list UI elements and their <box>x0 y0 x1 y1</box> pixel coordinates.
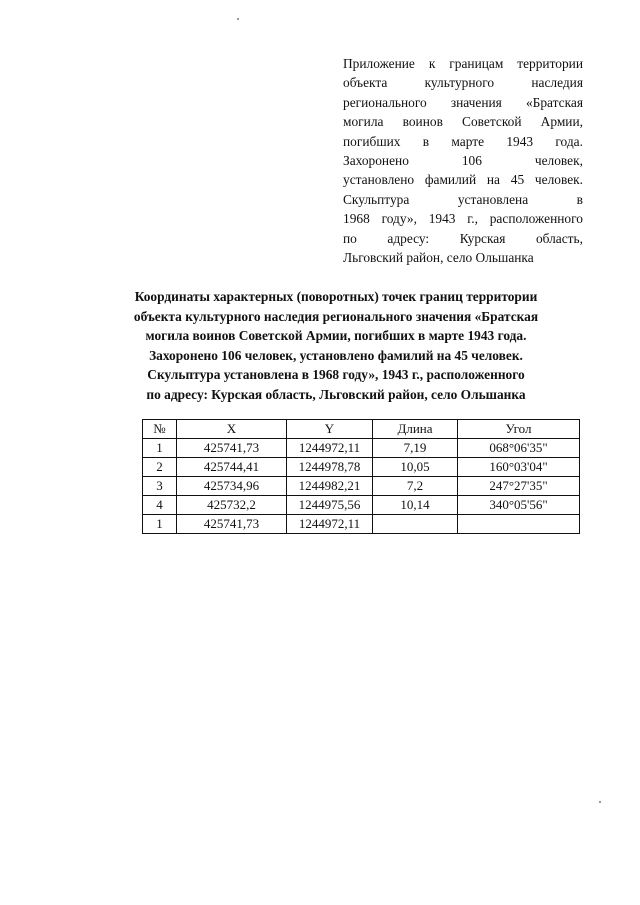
cell-x: 425741,73 <box>177 439 287 458</box>
annex-word: Приложение <box>343 56 415 71</box>
annex-word: культурного <box>424 75 495 91</box>
annex-word: человек, <box>534 153 583 169</box>
header-y: Y <box>287 420 373 439</box>
document-title <box>96 287 576 405</box>
table-row <box>143 496 580 515</box>
header-length: Длина <box>373 420 458 439</box>
annex-word: Курская <box>459 230 506 246</box>
annex-word: значения <box>450 94 502 110</box>
annex-word: границам <box>449 56 504 71</box>
annex-word: фамилий <box>424 172 477 188</box>
table-header-row <box>143 420 580 439</box>
annex-word: Армии, <box>540 114 583 130</box>
title-line: Захоронено 106 человек, установлено фамилий на 45 человек. <box>149 347 523 363</box>
cell-x: 425744,41 <box>177 458 287 477</box>
title-line: Скульптура установлена в 1968 году», 1943 г., расположенного <box>147 367 525 383</box>
header-x: X <box>177 420 287 439</box>
annex-word: марте <box>451 133 485 149</box>
cell-y: 1244978,78 <box>287 458 373 477</box>
annex-word: область, <box>535 230 583 246</box>
title-line: объекта культурного наследия регионального значения «Братская <box>133 308 539 324</box>
annex-line <box>343 190 583 209</box>
annex-word: могила <box>343 114 384 130</box>
cell-number: 2 <box>143 458 177 477</box>
table-row <box>143 515 580 534</box>
cell-length: 10,05 <box>373 458 458 477</box>
annex-word: 1943 <box>506 133 534 149</box>
annex-word: Советской <box>462 114 522 130</box>
cell-x: 425734,96 <box>177 477 287 496</box>
table-row <box>143 477 580 496</box>
annex-word: объекта <box>343 75 388 91</box>
scan-speck <box>599 801 601 803</box>
annex-word: в <box>422 133 430 149</box>
annex-line <box>343 93 583 112</box>
annex-word: расположенного <box>489 211 583 227</box>
cell-number: 1 <box>143 439 177 458</box>
title-line: Координаты характерных (поворотных) точек границ территории <box>134 289 538 304</box>
annex-word: 1943 <box>428 211 456 227</box>
annex-word: Захоронено <box>343 153 409 169</box>
header-number: № <box>143 420 177 439</box>
coordinates-table <box>142 419 580 534</box>
annex-word: на <box>486 172 500 188</box>
cell-number: 4 <box>143 496 177 515</box>
cell-x: 425741,73 <box>177 515 287 534</box>
annex-word: Льговский район, село Ольшанка <box>343 250 534 266</box>
annex-word: 106 <box>461 153 482 169</box>
annex-word: адресу: <box>387 230 430 246</box>
cell-y: 1244972,11 <box>287 439 373 458</box>
cell-number: 3 <box>143 477 177 496</box>
annex-word: установлено <box>343 172 415 188</box>
annex-word: года. <box>555 133 583 149</box>
annex-word: воинов <box>402 114 443 130</box>
scan-speck <box>237 18 239 20</box>
annex-line <box>343 151 583 170</box>
annex-note <box>343 54 583 267</box>
header-angle: Угол <box>458 420 580 439</box>
annex-word: 1968 <box>343 211 370 227</box>
annex-word: регионального <box>343 94 427 110</box>
annex-word: установлена <box>457 191 529 207</box>
cell-y: 1244972,11 <box>287 515 373 534</box>
annex-word: наследия <box>531 75 583 91</box>
annex-line <box>343 112 583 131</box>
cell-angle <box>458 515 580 534</box>
cell-length: 10,14 <box>373 496 458 515</box>
cell-angle: 068°06'35" <box>458 439 580 458</box>
annex-word: погибших <box>343 133 401 149</box>
annex-word: г., <box>467 211 478 227</box>
cell-y: 1244982,21 <box>287 477 373 496</box>
annex-word: году», <box>381 211 417 227</box>
cell-length: 7,2 <box>373 477 458 496</box>
cell-number: 1 <box>143 515 177 534</box>
annex-line <box>343 54 583 73</box>
annex-word: по <box>343 230 357 246</box>
annex-line <box>343 248 583 267</box>
table-row <box>143 458 580 477</box>
table-row <box>143 439 580 458</box>
annex-line <box>343 73 583 92</box>
cell-angle: 340°05'56" <box>458 496 580 515</box>
annex-line <box>343 229 583 248</box>
annex-word: в <box>576 191 583 207</box>
annex-word: 45 <box>510 172 525 188</box>
cell-y: 1244975,56 <box>287 496 373 515</box>
cell-length: 7,19 <box>373 439 458 458</box>
annex-word: «Братская <box>525 94 583 110</box>
annex-line <box>343 132 583 151</box>
annex-line <box>343 209 583 228</box>
title-line: по адресу: Курская область, Льговский район, село Ольшанка <box>146 386 526 402</box>
cell-angle: 160°03'04" <box>458 458 580 477</box>
cell-x: 425732,2 <box>177 496 287 515</box>
title-line: могила воинов Советской Армии, погибших в марте 1943 года. <box>145 328 527 344</box>
annex-word: Скульптура <box>343 191 410 207</box>
annex-word: к <box>428 56 436 71</box>
cell-length <box>373 515 458 534</box>
annex-word: территории <box>517 56 583 71</box>
cell-angle: 247°27'35" <box>458 477 580 496</box>
annex-word: человек. <box>534 172 583 188</box>
annex-line <box>343 170 583 189</box>
